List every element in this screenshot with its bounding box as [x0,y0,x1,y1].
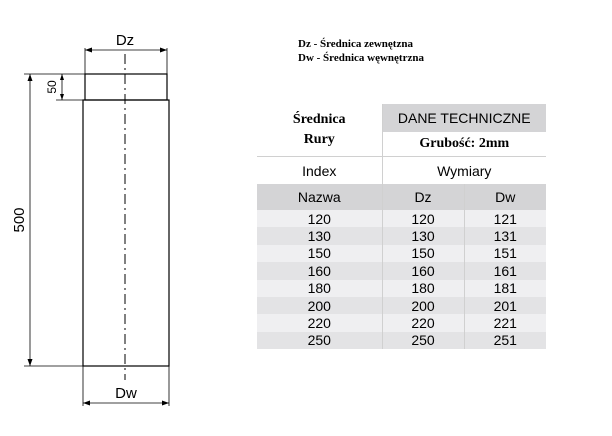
cell-nazwa: 220 [257,314,382,331]
cell-dz: 200 [382,297,464,314]
dane-techniczne-header: DANE TECHNICZNE [382,104,546,132]
socket-arrow-top [60,74,64,80]
cell-nazwa: 160 [257,262,382,279]
dw-label: Dw [115,385,137,402]
pipe-socket [85,74,167,100]
pipe-body [83,100,169,366]
dz-arrow-left [85,48,92,53]
column-header-row [257,184,546,210]
dw-arrow-right [162,401,169,406]
socket-label: 50 [45,80,59,94]
cell-dw: 181 [493,280,517,297]
cell-dw: 221 [493,315,517,332]
dz-label: Dz [115,32,135,49]
cell-dz: 160 [382,262,464,279]
cell-nazwa: 180 [257,280,382,297]
legend [298,37,424,65]
legend-dz: Dz - Średnica zewnętzna [298,38,413,50]
srednica-header [257,104,382,157]
table-row [257,280,546,297]
table-row [257,227,546,244]
column-header-nazwa: Nazwa [257,184,382,210]
cell-dz: 150 [382,245,464,262]
cell-dw: 151 [493,245,517,262]
cell-dz: 130 [382,227,464,244]
cell-nazwa: 130 [257,227,382,244]
srednica-line2: Rury [303,132,335,147]
srednica-line1: Średnica [292,112,346,127]
cell-dw: 131 [493,228,517,245]
cell-dz: 250 [382,332,464,349]
table-row [257,262,546,279]
table-row [257,332,546,349]
table-row [257,245,546,262]
cell-dw: 251 [493,332,517,349]
wymiary-label: Wymiary [382,157,546,185]
technical-data-table [257,104,546,349]
cell-nazwa: 120 [257,210,382,227]
cell-nazwa: 150 [257,245,382,262]
cell-dz: 120 [382,210,464,227]
table-row [257,314,546,331]
cell-dz: 220 [382,314,464,331]
cell-dw: 121 [493,210,517,227]
height-label: 500 [11,207,28,233]
height-arrow-bottom [28,359,33,366]
cell-dw: 161 [493,262,517,279]
table-row [257,297,546,314]
cell-dz: 180 [382,280,464,297]
cell-dw: 201 [493,297,517,314]
cell-nazwa: 200 [257,297,382,314]
cell-nazwa: 250 [257,332,382,349]
index-label: Index [257,157,382,185]
height-arrow-top [28,74,33,81]
grubosc-cell: Grubość: 2mm [382,132,546,157]
dz-arrow-right [160,48,167,53]
column-header-dz: Dz [382,184,464,210]
column-header-dw: Dw [495,189,516,205]
table-row [257,210,546,227]
socket-arrow-bottom [60,94,64,100]
dw-arrow-left [83,401,90,406]
legend-dw: Dw - Średnica węwnętrzna [298,52,424,64]
